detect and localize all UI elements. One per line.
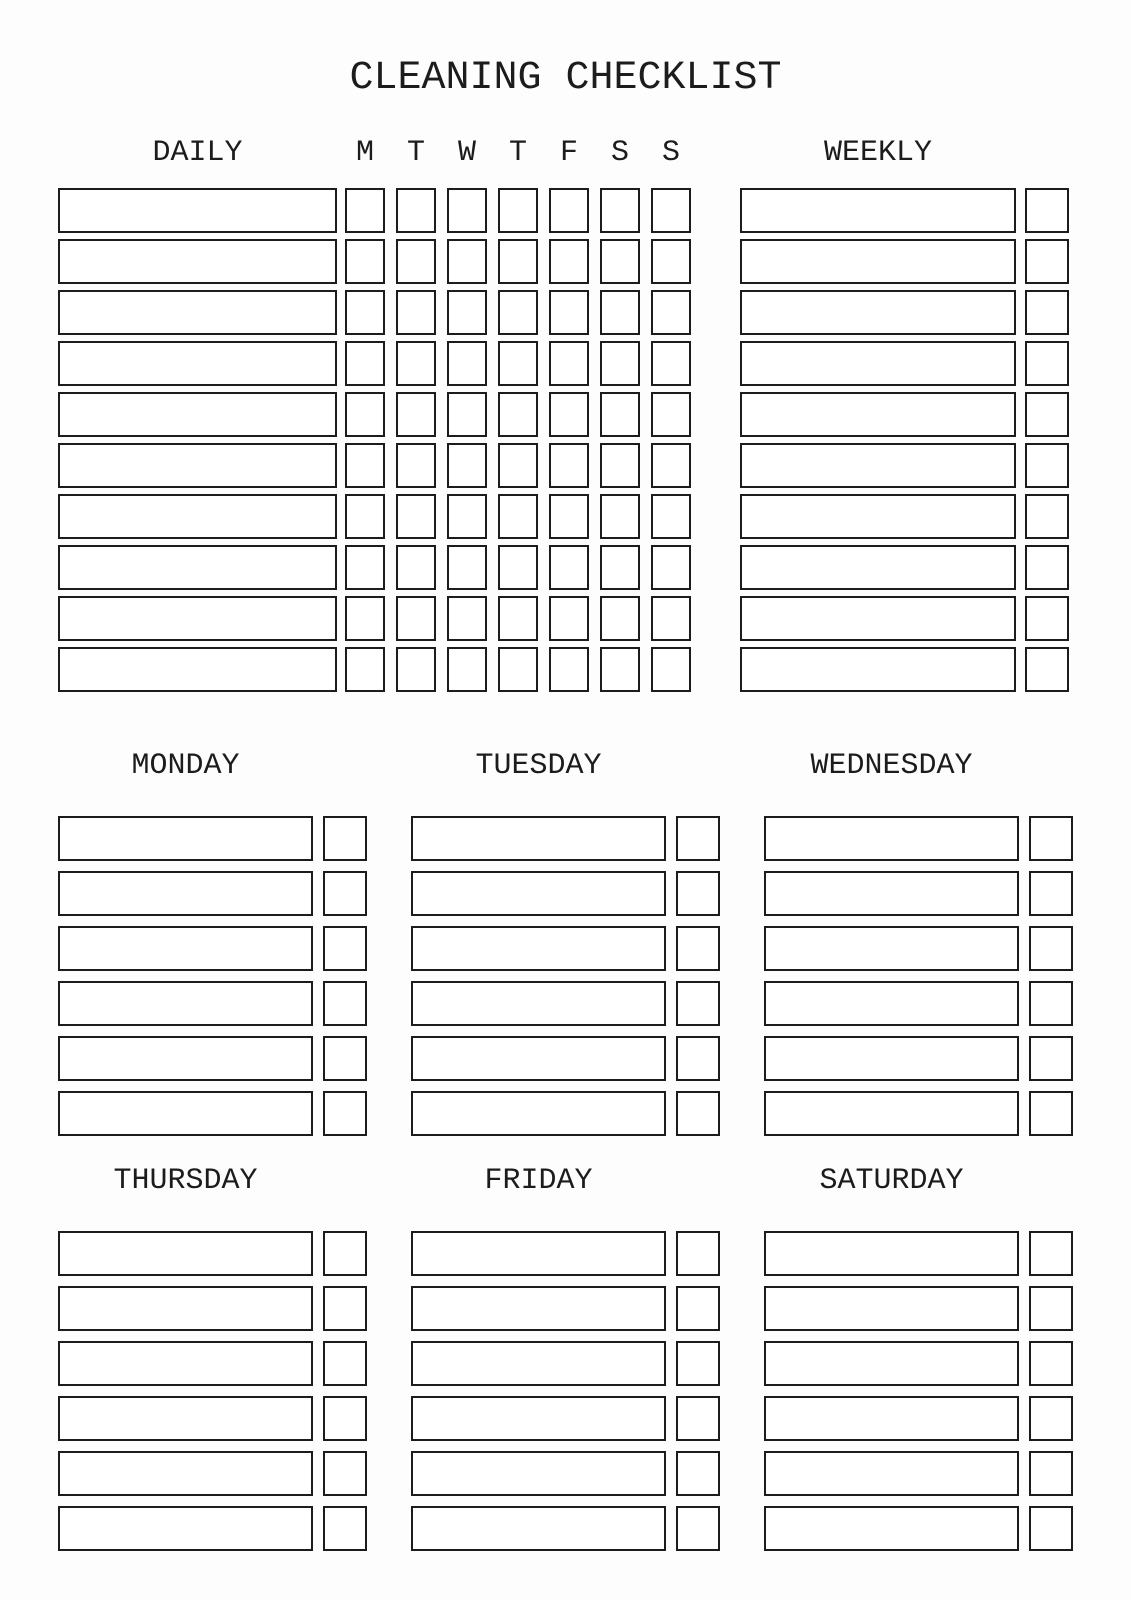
weekday-checkbox[interactable] [1029, 926, 1073, 971]
daily-day-checkbox[interactable] [651, 239, 691, 284]
checklist-row [764, 1396, 1073, 1441]
checklist-row [764, 1506, 1073, 1551]
daily-day-checkbox[interactable] [447, 392, 487, 437]
daily-day-checkbox[interactable] [651, 392, 691, 437]
daily-day-checkbox[interactable] [396, 596, 436, 641]
weekday-task-input[interactable] [764, 1451, 1019, 1496]
daily-task-input[interactable] [58, 647, 337, 692]
checklist-row [58, 443, 1131, 488]
daily-task-input[interactable] [58, 596, 337, 641]
daily-day-checkbox[interactable] [651, 596, 691, 641]
daily-day-checkbox[interactable] [651, 545, 691, 590]
weekday-checkbox[interactable] [676, 1341, 720, 1386]
daily-day-checkbox[interactable] [498, 494, 538, 539]
weekday-band-1 [58, 748, 1131, 1146]
weekly-task-input[interactable] [740, 545, 1016, 590]
weekday-checkbox[interactable] [676, 926, 720, 971]
checklist-row [764, 1286, 1073, 1331]
weekday-checkbox[interactable] [323, 1286, 367, 1331]
checklist-row [411, 1036, 720, 1081]
daily-day-checkbox[interactable] [498, 188, 538, 233]
day-letter-label: M [355, 136, 374, 170]
page-title: CLEANING CHECKLIST [349, 56, 782, 101]
weekday-checkbox[interactable] [323, 1341, 367, 1386]
weekday-column [58, 748, 367, 1146]
daily-day-checkbox[interactable] [498, 290, 538, 335]
weekday-checkbox[interactable] [676, 981, 720, 1026]
weekday-rows [764, 816, 1073, 1136]
weekday-task-input[interactable] [58, 1036, 313, 1081]
weekday-checkbox[interactable] [1029, 1396, 1073, 1441]
weekday-task-input[interactable] [764, 1286, 1019, 1331]
weekly-task-input[interactable] [740, 239, 1016, 284]
weekday-task-input[interactable] [764, 816, 1019, 861]
weekly-checkbox[interactable] [1025, 188, 1069, 233]
daily-day-checkbox[interactable] [498, 647, 538, 692]
checklist-row [58, 1036, 367, 1081]
top-section-header [58, 135, 1131, 171]
weekly-section-label: WEEKLY [823, 136, 933, 170]
day-letter-label: S [610, 136, 629, 170]
daily-day-checkbox[interactable] [600, 239, 640, 284]
checklist-row [764, 1091, 1073, 1136]
weekday-column [411, 1163, 720, 1561]
daily-day-checkbox[interactable] [600, 392, 640, 437]
weekday-task-input[interactable] [411, 871, 666, 916]
weekly-task-input[interactable] [740, 392, 1016, 437]
weekday-task-input[interactable] [411, 1036, 666, 1081]
weekday-task-input[interactable] [411, 1396, 666, 1441]
weekly-checkbox[interactable] [1025, 392, 1069, 437]
daily-day-checkbox[interactable] [447, 647, 487, 692]
daily-day-checkbox[interactable] [396, 545, 436, 590]
weekday-checkbox[interactable] [323, 1231, 367, 1276]
weekday-task-input[interactable] [411, 981, 666, 1026]
spacer [691, 135, 740, 171]
weekday-checkbox[interactable] [323, 1506, 367, 1551]
weekly-checkbox[interactable] [1025, 494, 1069, 539]
daily-day-checkbox[interactable] [498, 392, 538, 437]
weekday-checkbox[interactable] [1029, 1286, 1073, 1331]
daily-day-checkbox[interactable] [600, 545, 640, 590]
checklist-row [764, 981, 1073, 1026]
weekday-column [764, 1163, 1073, 1561]
checklist-row [58, 596, 1131, 641]
weekday-checkbox[interactable] [1029, 1231, 1073, 1276]
daily-day-checkbox[interactable] [549, 647, 589, 692]
weekday-checkbox[interactable] [676, 1451, 720, 1496]
daily-day-checkbox[interactable] [600, 188, 640, 233]
weekday-task-input[interactable] [764, 1091, 1019, 1136]
checklist-row [58, 1451, 367, 1496]
checklist-row [58, 647, 1131, 692]
daily-day-checkbox[interactable] [651, 647, 691, 692]
checklist-row [58, 1091, 367, 1136]
weekday-checkbox[interactable] [323, 871, 367, 916]
daily-day-checkbox[interactable] [549, 545, 589, 590]
weekly-task-input[interactable] [740, 647, 1016, 692]
daily-day-checkbox[interactable] [651, 494, 691, 539]
day-letter-label: T [406, 136, 425, 170]
weekday-task-input[interactable] [411, 816, 666, 861]
daily-day-checkbox[interactable] [447, 443, 487, 488]
weekday-task-input[interactable] [58, 1091, 313, 1136]
weekday-checkbox[interactable] [676, 1036, 720, 1081]
daily-day-checkbox[interactable] [498, 545, 538, 590]
weekday-checkbox[interactable] [1029, 1506, 1073, 1551]
checklist-row [411, 1091, 720, 1136]
weekday-section-label: MONDAY [131, 749, 240, 783]
daily-day-checkbox[interactable] [447, 596, 487, 641]
weekday-task-input[interactable] [764, 926, 1019, 971]
checklist-row [411, 1341, 720, 1386]
daily-day-checkbox[interactable] [600, 494, 640, 539]
weekly-checkbox[interactable] [1025, 443, 1069, 488]
weekday-task-input[interactable] [58, 1396, 313, 1441]
day-letter-label: F [559, 136, 578, 170]
weekly-checkbox[interactable] [1025, 290, 1069, 335]
weekly-checkbox[interactable] [1025, 341, 1069, 386]
daily-day-checkbox[interactable] [498, 341, 538, 386]
checklist-row [58, 871, 367, 916]
weekday-checkbox[interactable] [676, 1286, 720, 1331]
weekday-checkbox[interactable] [676, 1091, 720, 1136]
checklist-row [58, 1506, 367, 1551]
daily-day-checkbox[interactable] [447, 494, 487, 539]
weekday-task-input[interactable] [764, 871, 1019, 916]
weekday-checkbox[interactable] [323, 926, 367, 971]
weekday-task-input[interactable] [58, 871, 313, 916]
daily-section-label: DAILY [152, 136, 243, 170]
weekly-checkbox[interactable] [1025, 596, 1069, 641]
checklist-row [411, 926, 720, 971]
weekday-checkbox[interactable] [323, 816, 367, 861]
weekday-section-label: SATURDAY [819, 1164, 964, 1198]
checklist-row [58, 341, 1131, 386]
daily-checkbox-group [345, 290, 691, 335]
checklist-row [58, 1231, 367, 1276]
checklist-row [764, 1341, 1073, 1386]
checklist-row [58, 239, 1131, 284]
daily-day-checkbox[interactable] [447, 239, 487, 284]
daily-day-checkbox[interactable] [345, 596, 385, 641]
weekday-band-2 [58, 1163, 1131, 1561]
daily-checkbox-group [345, 443, 691, 488]
weekday-task-input[interactable] [411, 1506, 666, 1551]
weekday-task-input[interactable] [764, 1396, 1019, 1441]
daily-task-input[interactable] [58, 392, 337, 437]
weekday-checkbox[interactable] [1029, 871, 1073, 916]
checklist-row [411, 981, 720, 1026]
weekday-task-input[interactable] [58, 926, 313, 971]
checklist-row [58, 1286, 367, 1331]
weekday-task-input[interactable] [411, 1451, 666, 1496]
day-letter-label: T [508, 136, 527, 170]
weekday-section-label: WEDNESDAY [810, 749, 973, 783]
daily-checkbox-group [345, 341, 691, 386]
weekday-task-input[interactable] [764, 1341, 1019, 1386]
day-letter-label: S [661, 136, 680, 170]
daily-day-checkbox[interactable] [549, 188, 589, 233]
weekday-checkbox[interactable] [1029, 1036, 1073, 1081]
daily-day-checkbox[interactable] [498, 443, 538, 488]
weekly-checkbox[interactable] [1025, 647, 1069, 692]
daily-day-checkbox[interactable] [345, 647, 385, 692]
daily-checkbox-group [345, 647, 691, 692]
daily-day-checkbox[interactable] [447, 545, 487, 590]
spacer [1016, 135, 1069, 171]
daily-day-checkbox[interactable] [498, 596, 538, 641]
checklist-row [58, 494, 1131, 539]
weekday-rows [58, 816, 367, 1136]
daily-day-checkbox[interactable] [447, 341, 487, 386]
weekday-checkbox[interactable] [1029, 981, 1073, 1026]
daily-day-checkbox[interactable] [651, 290, 691, 335]
daily-day-checkbox[interactable] [396, 188, 436, 233]
weekday-checkbox[interactable] [676, 1231, 720, 1276]
weekday-column [764, 748, 1073, 1146]
checklist-row [411, 1506, 720, 1551]
weekday-task-input[interactable] [411, 926, 666, 971]
daily-day-checkbox[interactable] [396, 239, 436, 284]
daily-checkbox-group [345, 188, 691, 233]
day-letter-header [345, 135, 691, 171]
daily-day-checkbox[interactable] [600, 596, 640, 641]
daily-day-checkbox[interactable] [600, 443, 640, 488]
weekday-task-input[interactable] [58, 1286, 313, 1331]
weekday-rows [411, 1231, 720, 1551]
weekday-task-input[interactable] [58, 1506, 313, 1551]
weekday-task-input[interactable] [764, 1231, 1019, 1276]
weekday-task-input[interactable] [58, 1341, 313, 1386]
daily-checkbox-group [345, 494, 691, 539]
checklist-row [764, 1036, 1073, 1081]
daily-day-checkbox[interactable] [549, 239, 589, 284]
daily-day-checkbox[interactable] [345, 239, 385, 284]
daily-weekly-rows [0, 188, 1131, 692]
weekday-checkbox[interactable] [676, 1506, 720, 1551]
weekday-checkbox[interactable] [323, 1396, 367, 1441]
checklist-row [411, 816, 720, 861]
weekly-checkbox[interactable] [1025, 239, 1069, 284]
weekday-checkbox[interactable] [676, 1396, 720, 1441]
daily-day-checkbox[interactable] [345, 443, 385, 488]
daily-task-input[interactable] [58, 290, 337, 335]
daily-day-checkbox[interactable] [600, 341, 640, 386]
weekday-task-input[interactable] [58, 816, 313, 861]
checklist-row [764, 871, 1073, 916]
weekday-task-input[interactable] [764, 1506, 1019, 1551]
daily-day-checkbox[interactable] [345, 290, 385, 335]
weekday-checkbox[interactable] [1029, 1341, 1073, 1386]
checklist-row [58, 290, 1131, 335]
checklist-row [764, 816, 1073, 861]
daily-day-checkbox[interactable] [345, 494, 385, 539]
weekly-task-input[interactable] [740, 290, 1016, 335]
weekday-task-input[interactable] [58, 1451, 313, 1496]
daily-day-checkbox[interactable] [549, 392, 589, 437]
weekday-checkbox[interactable] [1029, 1451, 1073, 1496]
daily-day-checkbox[interactable] [396, 494, 436, 539]
daily-day-checkbox[interactable] [396, 341, 436, 386]
weekday-checkbox[interactable] [323, 1036, 367, 1081]
daily-task-input[interactable] [58, 494, 337, 539]
checklist-row [58, 1341, 367, 1386]
daily-checkbox-group [345, 545, 691, 590]
daily-task-input[interactable] [58, 188, 337, 233]
daily-day-checkbox[interactable] [498, 239, 538, 284]
weekday-column [58, 1163, 367, 1561]
checklist-row [58, 392, 1131, 437]
daily-day-checkbox[interactable] [345, 392, 385, 437]
daily-task-input[interactable] [58, 443, 337, 488]
checklist-row [58, 981, 367, 1026]
checklist-row [411, 1286, 720, 1331]
weekday-section-label: TUESDAY [475, 749, 602, 783]
weekday-checkbox[interactable] [1029, 816, 1073, 861]
daily-day-checkbox[interactable] [549, 494, 589, 539]
daily-checkbox-group [345, 596, 691, 641]
checklist-row [411, 1396, 720, 1441]
daily-day-checkbox[interactable] [549, 596, 589, 641]
daily-day-checkbox[interactable] [447, 290, 487, 335]
daily-day-checkbox[interactable] [600, 647, 640, 692]
daily-day-checkbox[interactable] [345, 545, 385, 590]
weekday-checkbox[interactable] [1029, 1091, 1073, 1136]
daily-day-checkbox[interactable] [345, 341, 385, 386]
daily-day-checkbox[interactable] [549, 290, 589, 335]
weekday-task-input[interactable] [58, 1231, 313, 1276]
weekday-task-input[interactable] [411, 1091, 666, 1136]
weekday-task-input[interactable] [764, 1036, 1019, 1081]
weekly-task-input[interactable] [740, 443, 1016, 488]
weekly-task-input[interactable] [740, 188, 1016, 233]
weekday-checkbox[interactable] [323, 1451, 367, 1496]
checklist-row [411, 1231, 720, 1276]
weekday-task-input[interactable] [58, 981, 313, 1026]
weekday-rows [58, 1231, 367, 1551]
weekday-rows [411, 816, 720, 1136]
daily-task-input[interactable] [58, 545, 337, 590]
weekday-checkbox[interactable] [676, 816, 720, 861]
daily-day-checkbox[interactable] [396, 392, 436, 437]
checklist-row [58, 545, 1131, 590]
weekday-rows [764, 1231, 1073, 1551]
daily-day-checkbox[interactable] [396, 290, 436, 335]
weekday-checkbox[interactable] [676, 871, 720, 916]
day-letter-label: W [457, 136, 476, 170]
weekday-checkbox[interactable] [323, 1091, 367, 1136]
daily-day-checkbox[interactable] [549, 341, 589, 386]
weekday-task-input[interactable] [411, 1231, 666, 1276]
daily-day-checkbox[interactable] [549, 443, 589, 488]
daily-checkbox-group [345, 239, 691, 284]
daily-day-checkbox[interactable] [651, 443, 691, 488]
weekly-task-input[interactable] [740, 341, 1016, 386]
daily-day-checkbox[interactable] [600, 290, 640, 335]
weekly-checkbox[interactable] [1025, 545, 1069, 590]
weekly-task-input[interactable] [740, 596, 1016, 641]
weekday-checkbox[interactable] [323, 981, 367, 1026]
daily-day-checkbox[interactable] [651, 341, 691, 386]
weekday-section-label: FRIDAY [484, 1164, 593, 1198]
checklist-row [764, 1231, 1073, 1276]
daily-checkbox-group [345, 392, 691, 437]
daily-day-checkbox[interactable] [396, 647, 436, 692]
checklist-row [411, 871, 720, 916]
checklist-row [58, 816, 367, 861]
daily-day-checkbox[interactable] [396, 443, 436, 488]
weekday-task-input[interactable] [411, 1341, 666, 1386]
weekday-section-label: THURSDAY [113, 1164, 258, 1198]
weekday-column [411, 748, 720, 1146]
weekday-task-input[interactable] [764, 981, 1019, 1026]
checklist-row [764, 926, 1073, 971]
checklist-row [58, 1396, 367, 1441]
weekly-task-input[interactable] [740, 494, 1016, 539]
daily-day-checkbox[interactable] [651, 188, 691, 233]
checklist-row [764, 1451, 1073, 1496]
daily-task-input[interactable] [58, 341, 337, 386]
checklist-row [58, 188, 1131, 233]
checklist-row [58, 926, 367, 971]
checklist-row [411, 1451, 720, 1496]
weekday-task-input[interactable] [411, 1286, 666, 1331]
daily-task-input[interactable] [58, 239, 337, 284]
daily-day-checkbox[interactable] [447, 188, 487, 233]
daily-day-checkbox[interactable] [345, 188, 385, 233]
